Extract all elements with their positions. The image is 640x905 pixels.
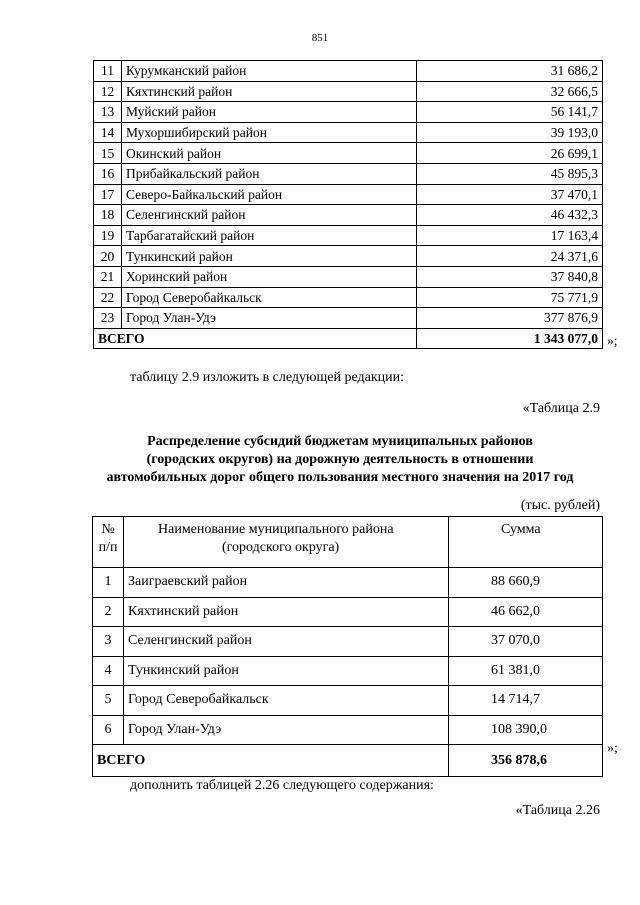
table-row <box>93 568 603 598</box>
cell-num: 20 <box>94 246 122 267</box>
cell-name: Мухоршибирский район <box>122 122 417 143</box>
cell-num: 4 <box>93 656 124 686</box>
page-number: 851 <box>311 32 329 44</box>
subsidy-table-2017 <box>92 516 603 777</box>
cell-name: Селенгинский район <box>122 205 417 226</box>
cell-num: 23 <box>94 308 122 329</box>
cell-num: 3 <box>93 627 124 657</box>
table-row <box>94 143 603 164</box>
header-num-line1: № <box>101 522 115 537</box>
cell-sum: 75 771,9 <box>417 287 603 308</box>
cell-name: Город Северобайкальск <box>122 287 417 308</box>
table2-total-row <box>93 745 603 777</box>
cell-sum: 32 666,5 <box>417 81 603 102</box>
table2-total-sum: 356 878,6 <box>449 745 603 777</box>
header-num-line2: п/п <box>98 540 118 555</box>
instruction-paragraph-2: дополнить таблицей 2.26 следующего содержания: <box>130 778 434 793</box>
table-row <box>94 102 603 123</box>
cell-sum: 377 876,9 <box>417 308 603 329</box>
table-row <box>94 81 603 102</box>
header-name-line1: Наименование муниципального района <box>158 522 394 537</box>
cell-num: 21 <box>94 266 122 287</box>
title-line: (городских округов) на дорожную деятельность в отношении <box>146 452 534 467</box>
table-row <box>94 163 603 184</box>
cell-name: Хоринский район <box>122 266 417 287</box>
cell-num: 17 <box>94 184 122 205</box>
table-title <box>60 433 620 487</box>
cell-num: 22 <box>94 287 122 308</box>
title-line: Распределение субсидий бюджетам муниципальных районов <box>147 434 533 449</box>
cell-sum: 39 193,0 <box>417 122 603 143</box>
cell-sum: 61 381,0 <box>449 656 603 686</box>
cell-sum: 17 163,4 <box>417 225 603 246</box>
instruction-paragraph-1: таблицу 2.9 изложить в следующей редакции: <box>130 370 405 385</box>
cell-num: 11 <box>94 61 122 82</box>
table1-total-row <box>94 328 603 349</box>
cell-name: Заиграевский район <box>124 568 449 598</box>
table2-closing-quote: »; <box>607 741 618 756</box>
cell-num: 6 <box>93 715 124 745</box>
title-line: автомобильных дорог общего пользования местного значения на 2017 год <box>106 470 574 485</box>
header-sum: Сумма <box>449 517 603 568</box>
subsidy-table-continued <box>93 60 603 349</box>
table-row <box>94 287 603 308</box>
cell-sum: 24 371,6 <box>417 246 603 267</box>
table-row <box>94 225 603 246</box>
table1-body <box>94 61 603 329</box>
table-row <box>93 597 603 627</box>
table1-total-sum: 1 343 077,0 <box>417 328 603 349</box>
cell-sum: 26 699,1 <box>417 143 603 164</box>
cell-sum: 88 660,9 <box>449 568 603 598</box>
table1-closing-quote: »; <box>607 333 618 348</box>
cell-sum: 56 141,7 <box>417 102 603 123</box>
cell-name: Город Улан-Удэ <box>124 715 449 745</box>
table2-total-label: ВСЕГО <box>93 745 449 777</box>
cell-name: Тункинский район <box>124 656 449 686</box>
cell-sum: 45 895,3 <box>417 163 603 184</box>
cell-num: 13 <box>94 102 122 123</box>
cell-sum: 108 390,0 <box>449 715 603 745</box>
cell-name: Курумканский район <box>122 61 417 82</box>
cell-sum: 37 840,8 <box>417 266 603 287</box>
header-num <box>93 517 124 568</box>
cell-name: Кяхтинский район <box>124 597 449 627</box>
cell-sum: 46 662,0 <box>449 597 603 627</box>
cell-name: Прибайкальский район <box>122 163 417 184</box>
table-row <box>93 715 603 745</box>
cell-name: Северо-Байкальский район <box>122 184 417 205</box>
unit-label: (тыс. рублей) <box>520 498 600 513</box>
cell-sum: 14 714,7 <box>449 686 603 716</box>
header-name <box>124 517 449 568</box>
table-row <box>94 205 603 226</box>
table2-header-row <box>93 517 603 568</box>
cell-name: Окинский район <box>122 143 417 164</box>
cell-sum: 31 686,2 <box>417 61 603 82</box>
header-name-line2: (городского округа) <box>222 540 340 555</box>
cell-num: 15 <box>94 143 122 164</box>
cell-name: Город Северобайкальск <box>124 686 449 716</box>
cell-num: 2 <box>93 597 124 627</box>
cell-name: Тарбагатайский район <box>122 225 417 246</box>
cell-num: 14 <box>94 122 122 143</box>
cell-name: Город Улан-Удэ <box>122 308 417 329</box>
cell-num: 16 <box>94 163 122 184</box>
table-row <box>94 184 603 205</box>
cell-name: Тункинский район <box>122 246 417 267</box>
table-row <box>94 246 603 267</box>
table-row <box>93 656 603 686</box>
table-2-9-caption: «Таблица 2.9 <box>522 401 600 416</box>
table1-total-label: ВСЕГО <box>94 328 417 349</box>
table-row <box>94 122 603 143</box>
cell-num: 18 <box>94 205 122 226</box>
table-row <box>93 627 603 657</box>
cell-name: Муйский район <box>122 102 417 123</box>
cell-name: Кяхтинский район <box>122 81 417 102</box>
table-row <box>93 686 603 716</box>
cell-num: 5 <box>93 686 124 716</box>
table-row <box>94 61 603 82</box>
table-row <box>94 308 603 329</box>
table-row <box>94 266 603 287</box>
cell-num: 12 <box>94 81 122 102</box>
cell-num: 19 <box>94 225 122 246</box>
cell-num: 1 <box>93 568 124 598</box>
table-2-26-caption: «Таблица 2.26 <box>515 803 600 818</box>
cell-sum: 46 432,3 <box>417 205 603 226</box>
cell-name: Селенгинский район <box>124 627 449 657</box>
cell-sum: 37 070,0 <box>449 627 603 657</box>
cell-sum: 37 470,1 <box>417 184 603 205</box>
